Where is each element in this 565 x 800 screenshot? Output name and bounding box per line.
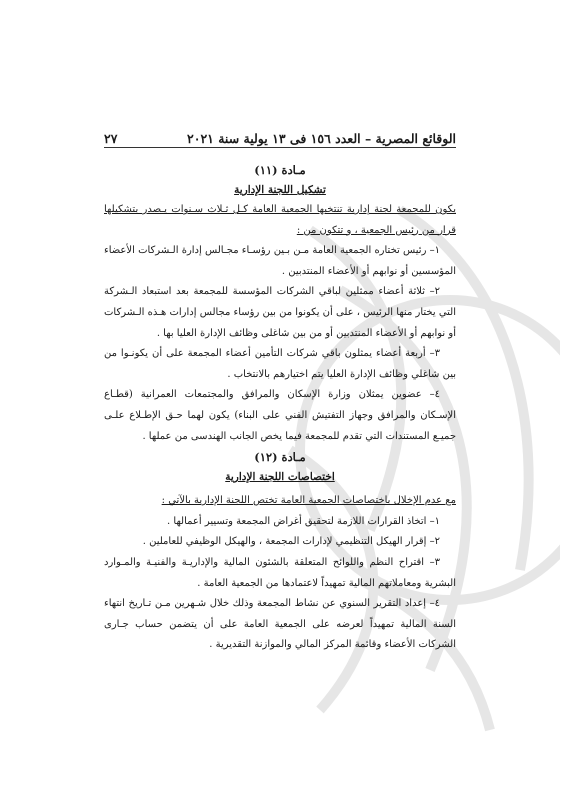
article-12-item-2: ٢– إقرار الهيكل التنظيمي لإدارات المجمعة ، والهيكل الوظيفي للعاملين . bbox=[142, 536, 440, 548]
article-12-title: اختصاصات اللجنة الإدارية bbox=[225, 471, 335, 484]
page-number: ٢٧ bbox=[104, 131, 118, 146]
header-divider bbox=[104, 147, 456, 148]
article-12-item-1: ١– اتخاذ القرارات اللازمة لتحقيق أغراض المجمعة وتسيير أعمالها . bbox=[167, 515, 440, 527]
article-12-item-4: ٤– إعداد التقرير السنوي عن نشاط المجمعة وذلك خلال شـهرين مـن تـاريخ انتهاء السنة المالية تمهيداً لعرضه على الجمعية العامة على أن يتضمن حساب جـارى الشركات الأعضاء وقائمة المركز المالي والموازنة التقديرية . bbox=[104, 598, 456, 651]
page-header bbox=[104, 126, 456, 146]
document-body bbox=[104, 160, 456, 656]
article-11-item-4: ٤– عضوين يمثلان وزارة الإسكان والمرافق والمجتمعات العمرانية (قطـاع الإسـكان والمرافق وجهاز التفتيش الفني على البناء) يكون لهما حـق الإطـلاع علـى جميـع المستندات التي تقدم للمجمعة فيما يخص الجانب الهندسى من عملها . bbox=[104, 389, 456, 442]
article-11-title: تشكيل اللجنة الإدارية bbox=[234, 184, 326, 196]
article-11-item-1: ١– رئيس تختاره الجمعية العامة مـن بـين رؤسـاء مجـالس إدارة الـشركات الأعضاء المؤسسين أو نوابهم أو الأعضاء المنتدبين . bbox=[104, 245, 456, 277]
article-12-intro: مع عدم الإخلال باختصاصات الجمعية العامة تختص اللجنة الإدارية بالآتي : bbox=[161, 495, 456, 507]
article-12-heading: مـادة (١٢) bbox=[254, 450, 306, 465]
article-11-intro: يكون للمجمعة لجنة إدارية تنتخبها الجمعية العامة كـل ثـلاث سـنوات يـصدر بتشكيلها قرار من رئيس الجمعية ، و تتكون من : bbox=[104, 204, 456, 236]
header-title: الوقائع المصرية – العدد ١٥٦ فى ١٣ يولية سنة ٢٠٢١ bbox=[187, 131, 456, 146]
article-11-item-3: ٣– أربعة أعضاء يمثلون باقي شركات التأمين أعضاء المجمعة على أن يكونـوا من بين شاغلي وظائف الإدارة العليا يتم اختيارهم بالانتخاب . bbox=[104, 348, 456, 380]
article-11-item-2: ٢– ثلاثة أعضاء ممثلين لباقي الشركات المؤسسة للمجمعة بعد استبعاد الـشركة التي يختار منها الرئيس ، على أن يكونوا من بين رؤساء مجالس إدارات هـذه الـشركات أو نوابهم أو الأعضاء المنتدبين أو من بين شاغلى وظائف الإدارة العليا بها . bbox=[104, 286, 456, 339]
article-11-heading: مـادة (١١) bbox=[254, 163, 306, 177]
article-12-item-3: ٣– اقتراح النظم واللوائح المتعلقة بالشئون المالية والإداريـة والفنيـة والمـوارد البشرية ومعاملاتهم المالية تمهيداً لاعتمادها من الجمعية العامة . bbox=[104, 556, 456, 589]
